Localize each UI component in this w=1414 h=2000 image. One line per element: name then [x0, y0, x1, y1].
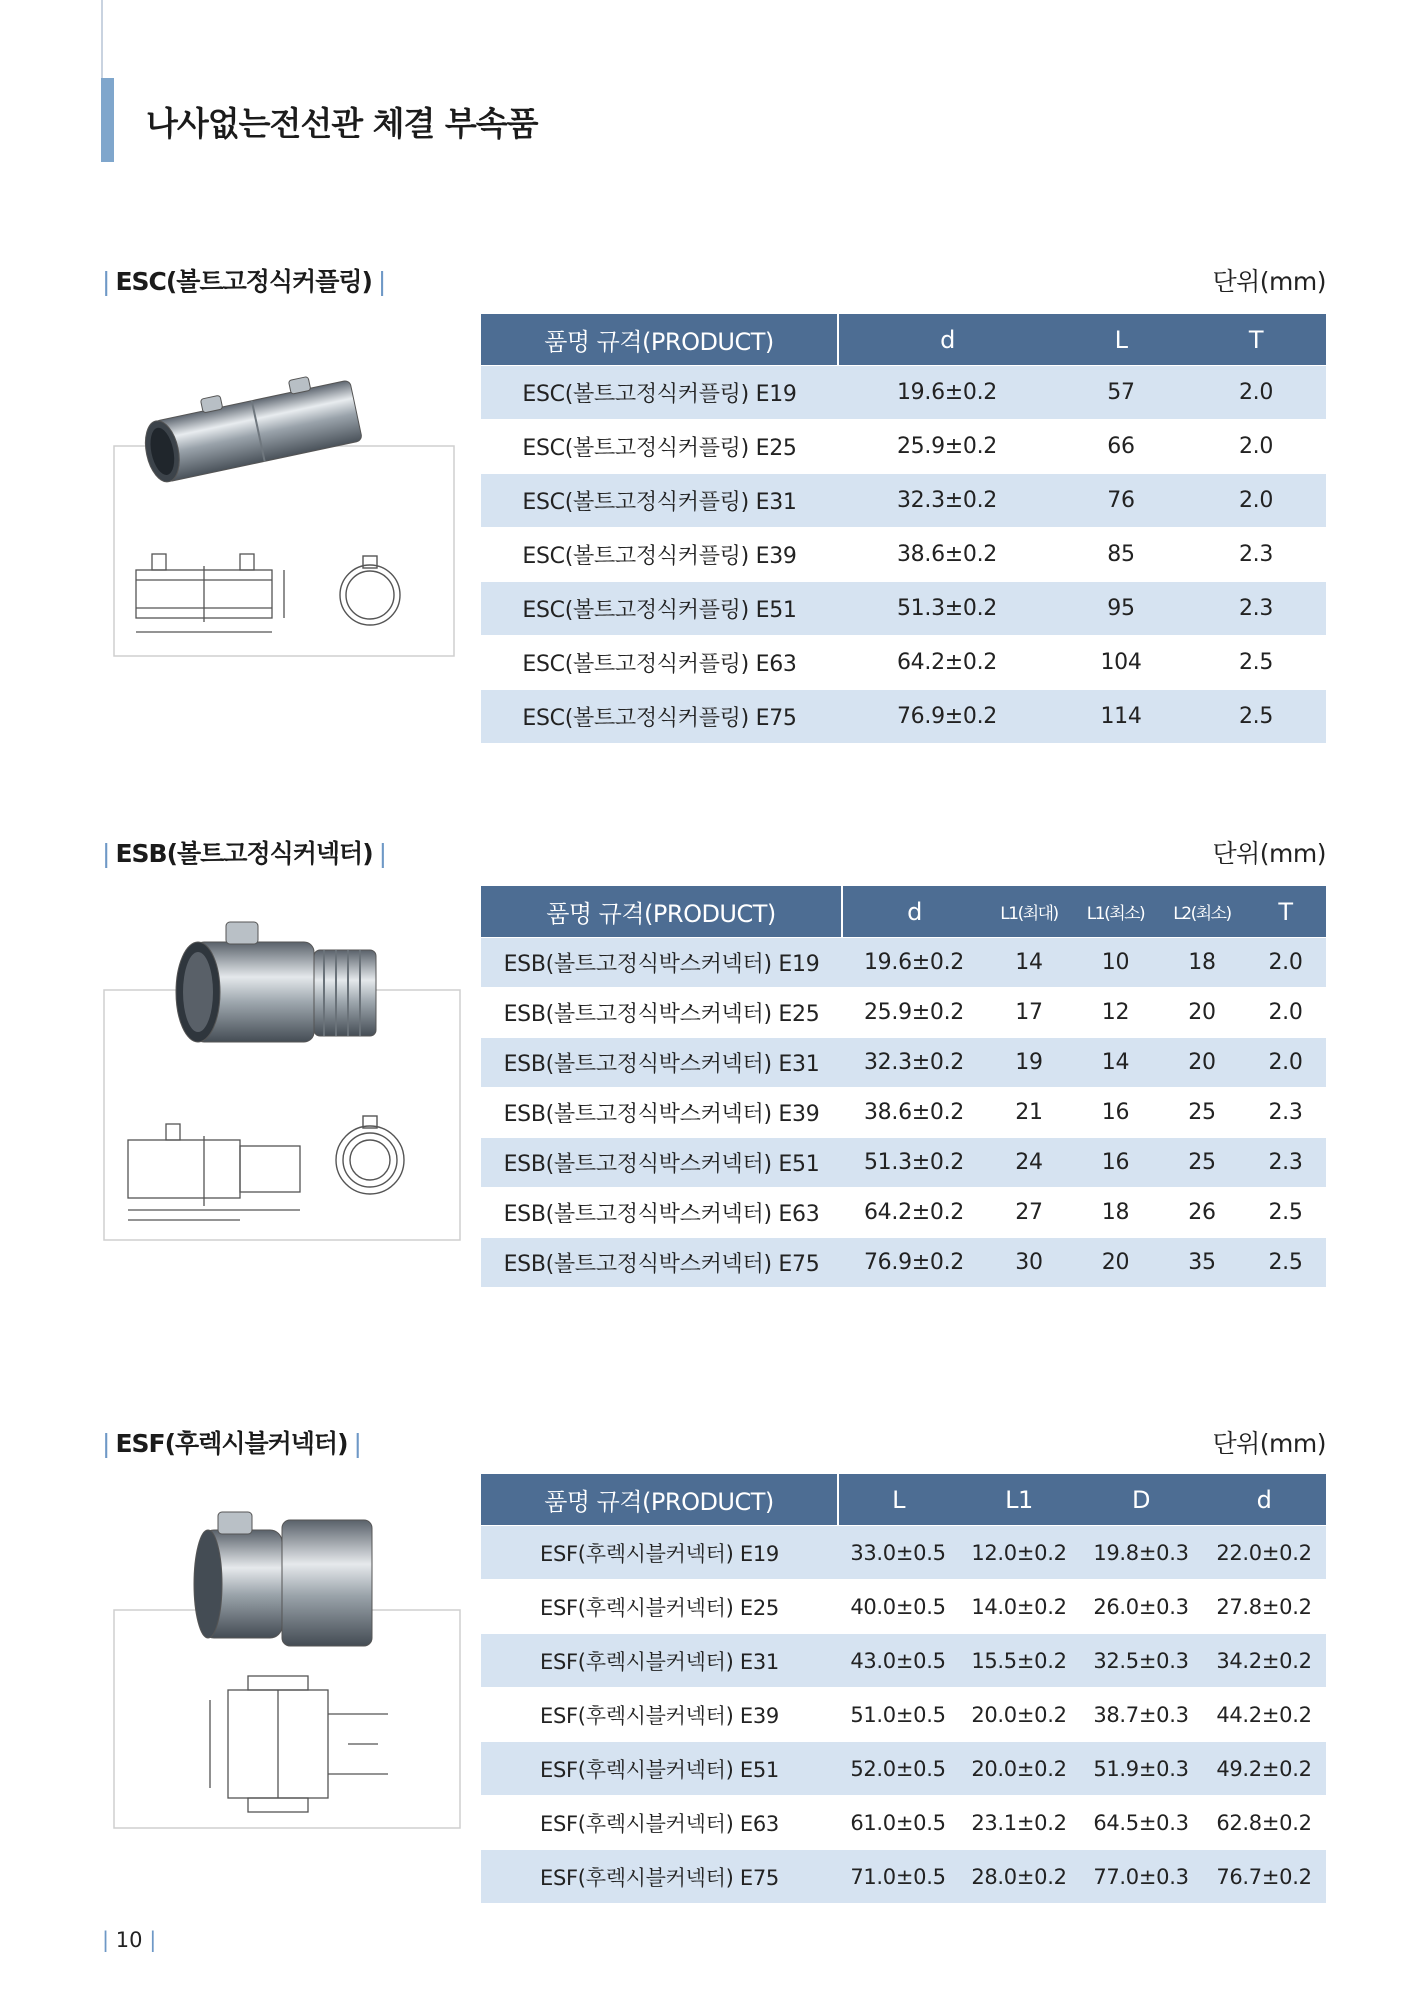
cell-d-upper: 51.9±0.3 [1080, 1742, 1202, 1796]
table-row [481, 1038, 1326, 1088]
cell-d-lower: 62.8±0.2 [1202, 1796, 1326, 1850]
cell-t: 2.3 [1186, 528, 1326, 582]
column-header-l1: L1 [958, 1474, 1080, 1526]
cell-l1-max: 27 [986, 1188, 1072, 1238]
esb-connector-illustration [98, 910, 464, 1250]
cell-product: ESB(볼트고정식박스커넥터) E51 [481, 1138, 842, 1188]
cell-t: 2.5 [1245, 1188, 1326, 1238]
section-title-esc [102, 262, 391, 298]
cell-l: 52.0±0.5 [838, 1742, 958, 1796]
cell-t: 2.5 [1186, 690, 1326, 744]
column-header-l: L [1056, 314, 1186, 366]
cell-product: ESF(후렉시블커넥터) E19 [481, 1526, 838, 1580]
cell-l2-min: 35 [1159, 1238, 1245, 1288]
column-header-d: d [838, 314, 1056, 366]
esc-product-figure [98, 370, 464, 670]
cell-t: 2.5 [1186, 636, 1326, 690]
cell-d-upper: 26.0±0.3 [1080, 1580, 1202, 1634]
title-divider: | [102, 839, 110, 868]
cell-product: ESC(볼트고정식커플링) E19 [481, 366, 838, 420]
cell-l: 85 [1056, 528, 1186, 582]
cell-l: 95 [1056, 582, 1186, 636]
table-row [481, 366, 1326, 420]
cell-l: 33.0±0.5 [838, 1526, 958, 1580]
cell-product: ESF(후렉시블커넥터) E25 [481, 1580, 838, 1634]
column-header-t: T [1245, 886, 1326, 938]
table-row [481, 1188, 1326, 1238]
title-divider: | [353, 1429, 361, 1458]
cell-l: 71.0±0.5 [838, 1850, 958, 1904]
title-divider: | [102, 267, 110, 296]
cell-d: 19.6±0.2 [842, 938, 986, 988]
cell-d-upper: 77.0±0.3 [1080, 1850, 1202, 1904]
cell-d-upper: 38.7±0.3 [1080, 1688, 1202, 1742]
cell-d: 25.9±0.2 [842, 988, 986, 1038]
cell-d-upper: 64.5±0.3 [1080, 1796, 1202, 1850]
table-row [481, 1580, 1326, 1634]
cell-l: 114 [1056, 690, 1186, 744]
cell-d: 38.6±0.2 [842, 1088, 986, 1138]
table-row [481, 1742, 1326, 1796]
cell-l2-min: 18 [1159, 938, 1245, 988]
table-header-row [481, 1474, 1326, 1526]
cell-l1: 12.0±0.2 [958, 1526, 1080, 1580]
cell-d: 38.6±0.2 [838, 528, 1056, 582]
column-header-product: 품명 규격(PRODUCT) [481, 1474, 838, 1526]
section-title-esf-text: ESF(후렉시블커넥터) [115, 1429, 348, 1458]
cell-d-lower: 22.0±0.2 [1202, 1526, 1326, 1580]
cell-product: ESB(볼트고정식박스커넥터) E19 [481, 938, 842, 988]
cell-d-upper: 32.5±0.3 [1080, 1634, 1202, 1688]
table-row [481, 988, 1326, 1038]
cell-t: 2.0 [1245, 1038, 1326, 1088]
esf-spec-table [481, 1474, 1326, 1903]
cell-l1: 20.0±0.2 [958, 1742, 1080, 1796]
cell-l: 66 [1056, 420, 1186, 474]
top-vertical-rule [101, 0, 103, 80]
cell-d: 64.2±0.2 [838, 636, 1056, 690]
section-title-esf [102, 1424, 367, 1460]
cell-d: 76.9±0.2 [842, 1238, 986, 1288]
cell-l1: 23.1±0.2 [958, 1796, 1080, 1850]
esb-product-figure [98, 910, 464, 1250]
cell-l1-min: 12 [1072, 988, 1159, 1038]
cell-d: 19.6±0.2 [838, 366, 1056, 420]
cell-product: ESC(볼트고정식커플링) E39 [481, 528, 838, 582]
cell-d: 51.3±0.2 [838, 582, 1056, 636]
cell-l2-min: 26 [1159, 1188, 1245, 1238]
cell-l1-min: 16 [1072, 1138, 1159, 1188]
cell-l2-min: 20 [1159, 1038, 1245, 1088]
cell-t: 2.0 [1186, 474, 1326, 528]
table-row [481, 938, 1326, 988]
section-title-esc-text: ESC(볼트고정식커플링) [115, 267, 372, 296]
cell-l1-max: 14 [986, 938, 1072, 988]
cell-d-lower: 27.8±0.2 [1202, 1580, 1326, 1634]
cell-d: 32.3±0.2 [842, 1038, 986, 1088]
cell-l1-max: 24 [986, 1138, 1072, 1188]
cell-product: ESB(볼트고정식박스커넥터) E75 [481, 1238, 842, 1288]
cell-product: ESF(후렉시블커넥터) E75 [481, 1850, 838, 1904]
table-row [481, 1850, 1326, 1904]
cell-product: ESF(후렉시블커넥터) E31 [481, 1634, 838, 1688]
cell-d-lower: 34.2±0.2 [1202, 1634, 1326, 1688]
cell-l: 57 [1056, 366, 1186, 420]
esf-connector-illustration [98, 1500, 464, 1840]
title-accent-bar [101, 78, 114, 162]
table-row [481, 528, 1326, 582]
cell-l: 61.0±0.5 [838, 1796, 958, 1850]
table-row [481, 1634, 1326, 1688]
column-header-d-lower: d [1202, 1474, 1326, 1526]
page-title: 나사없는전선관 체결 부속품 [146, 104, 538, 143]
cell-d: 51.3±0.2 [842, 1138, 986, 1188]
esf-product-figure [98, 1500, 464, 1840]
cell-l1: 15.5±0.2 [958, 1634, 1080, 1688]
column-header-l1-min: L1(최소) [1072, 886, 1159, 938]
unit-label-esb: 단위(mm) [1212, 839, 1326, 868]
column-header-d: d [842, 886, 986, 938]
cell-product: ESC(볼트고정식커플링) E51 [481, 582, 838, 636]
column-header-l: L [838, 1474, 958, 1526]
table-row [481, 582, 1326, 636]
cell-t: 2.3 [1186, 582, 1326, 636]
cell-d-lower: 44.2±0.2 [1202, 1688, 1326, 1742]
cell-l1: 14.0±0.2 [958, 1580, 1080, 1634]
page-number-divider: | [102, 1928, 110, 1952]
cell-d: 25.9±0.2 [838, 420, 1056, 474]
cell-d: 64.2±0.2 [842, 1188, 986, 1238]
cell-t: 2.0 [1186, 420, 1326, 474]
cell-l1-min: 10 [1072, 938, 1159, 988]
cell-l1-min: 20 [1072, 1238, 1159, 1288]
cell-product: ESC(볼트고정식커플링) E75 [481, 690, 838, 744]
esb-spec-table [481, 886, 1326, 1287]
cell-l1-min: 16 [1072, 1088, 1159, 1138]
cell-l1-max: 30 [986, 1238, 1072, 1288]
cell-d-upper: 19.8±0.3 [1080, 1526, 1202, 1580]
cell-product: ESB(볼트고정식박스커넥터) E31 [481, 1038, 842, 1088]
cell-t: 2.3 [1245, 1138, 1326, 1188]
cell-l1-max: 21 [986, 1088, 1072, 1138]
column-header-l1-max: L1(최대) [986, 886, 1072, 938]
column-header-t: T [1186, 314, 1326, 366]
cell-l: 51.0±0.5 [838, 1688, 958, 1742]
section-title-esb-text: ESB(볼트고정식커넥터) [115, 839, 373, 868]
column-header-product: 품명 규격(PRODUCT) [481, 886, 842, 938]
cell-l1-max: 19 [986, 1038, 1072, 1088]
cell-product: ESB(볼트고정식박스커넥터) E39 [481, 1088, 842, 1138]
cell-product: ESC(볼트고정식커플링) E31 [481, 474, 838, 528]
title-divider: | [377, 267, 386, 296]
esc-coupling-illustration [98, 370, 464, 670]
cell-l1-min: 14 [1072, 1038, 1159, 1088]
unit-label-esf: 단위(mm) [1212, 1429, 1326, 1458]
table-row [481, 1796, 1326, 1850]
table-row [481, 1238, 1326, 1288]
table-row [481, 1688, 1326, 1742]
cell-t: 2.3 [1245, 1088, 1326, 1138]
cell-l1: 20.0±0.2 [958, 1688, 1080, 1742]
cell-d: 32.3±0.2 [838, 474, 1056, 528]
cell-l1: 28.0±0.2 [958, 1850, 1080, 1904]
cell-product: ESF(후렉시블커넥터) E39 [481, 1688, 838, 1742]
section-title-esb [102, 834, 392, 870]
cell-l: 76 [1056, 474, 1186, 528]
table-row [481, 1526, 1326, 1580]
cell-t: 2.0 [1245, 938, 1326, 988]
column-header-d-upper: D [1080, 1474, 1202, 1526]
table-header-row [481, 314, 1326, 366]
cell-l: 40.0±0.5 [838, 1580, 958, 1634]
page-number-divider: | [149, 1928, 157, 1952]
cell-product: ESF(후렉시블커넥터) E51 [481, 1742, 838, 1796]
cell-d: 76.9±0.2 [838, 690, 1056, 744]
table-row [481, 1138, 1326, 1188]
table-row [481, 474, 1326, 528]
cell-l1-max: 17 [986, 988, 1072, 1038]
cell-product: ESC(볼트고정식커플링) E63 [481, 636, 838, 690]
unit-label-esc: 단위(mm) [1212, 267, 1326, 296]
title-divider: | [378, 839, 387, 868]
cell-t: 2.0 [1245, 988, 1326, 1038]
cell-product: ESC(볼트고정식커플링) E25 [481, 420, 838, 474]
cell-t: 2.5 [1245, 1238, 1326, 1288]
cell-l1-min: 18 [1072, 1188, 1159, 1238]
cell-l2-min: 20 [1159, 988, 1245, 1038]
column-header-product: 품명 규격(PRODUCT) [481, 314, 838, 366]
cell-l: 104 [1056, 636, 1186, 690]
cell-d-lower: 49.2±0.2 [1202, 1742, 1326, 1796]
page-number-value: 10 [115, 1928, 143, 1952]
esc-spec-table [481, 314, 1326, 743]
table-row [481, 636, 1326, 690]
table-row [481, 1088, 1326, 1138]
cell-product: ESF(후렉시블커넥터) E63 [481, 1796, 838, 1850]
cell-t: 2.0 [1186, 366, 1326, 420]
cell-product: ESB(볼트고정식박스커넥터) E63 [481, 1188, 842, 1238]
cell-d-lower: 76.7±0.2 [1202, 1850, 1326, 1904]
cell-l2-min: 25 [1159, 1088, 1245, 1138]
cell-l: 43.0±0.5 [838, 1634, 958, 1688]
cell-l2-min: 25 [1159, 1138, 1245, 1188]
column-header-l2-min: L2(최소) [1159, 886, 1245, 938]
table-row [481, 690, 1326, 744]
page-number [102, 1928, 156, 1952]
table-row [481, 420, 1326, 474]
cell-product: ESB(볼트고정식박스커넥터) E25 [481, 988, 842, 1038]
table-header-row [481, 886, 1326, 938]
title-divider: | [102, 1429, 110, 1458]
